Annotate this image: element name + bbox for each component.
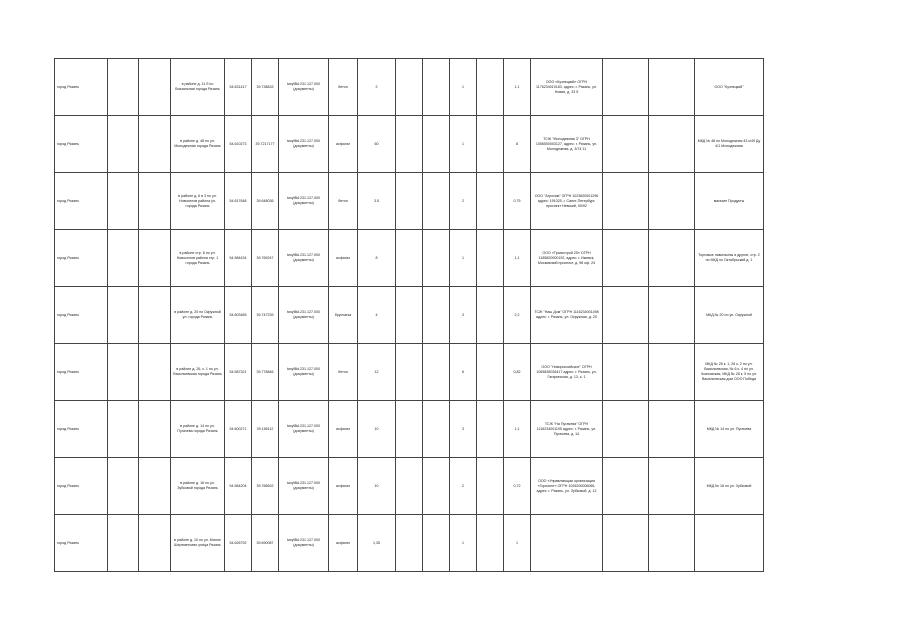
cell-col-16 <box>603 401 649 458</box>
cell-area: 3.5 <box>358 173 396 230</box>
cell-address: в районе д. 6 в 3 по ул. Новоселов района ул. города Рязань <box>171 173 225 230</box>
cell-col-2 <box>108 401 139 458</box>
cell-latitude: 54.600271 <box>225 401 252 458</box>
table-row <box>55 515 764 572</box>
cell-owner: ТСЖ "На Пугачева" ОГРН 1116234001195 адрес: г. Рязань, ул. Пугачева, д. 14 <box>531 401 603 458</box>
table-row <box>55 173 764 230</box>
cell-col-10 <box>396 344 423 401</box>
cell-containers: 6 <box>450 344 477 401</box>
cell-containers: 1 <box>450 59 477 116</box>
cell-containers: 2 <box>450 458 477 515</box>
cell-col-11 <box>423 401 450 458</box>
cell-volume: 0,75 <box>504 173 531 230</box>
cell-sources: МКД № 14 по ул. Пугачева <box>695 401 764 458</box>
cell-document-ref: twq/tBd.231.127.000 (документы) <box>279 344 329 401</box>
table-row <box>55 287 764 344</box>
table-body <box>55 59 764 572</box>
cell-col-11 <box>423 287 450 344</box>
cell-volume: 0,82 <box>504 344 531 401</box>
cell-col-17 <box>649 230 695 287</box>
cell-area: 12 <box>358 344 396 401</box>
cell-volume: 1,1 <box>504 401 531 458</box>
cell-col-10 <box>396 458 423 515</box>
cell-col-17 <box>649 344 695 401</box>
cell-col-11 <box>423 458 450 515</box>
cell-col-10 <box>396 287 423 344</box>
cell-district: город Рязань <box>55 458 108 515</box>
cell-volume: 1,1 <box>504 230 531 287</box>
cell-col-3 <box>139 287 171 344</box>
table-row <box>55 59 764 116</box>
cell-col-3 <box>139 515 171 572</box>
cell-col-16 <box>603 59 649 116</box>
cell-district: город Рязань <box>55 515 108 572</box>
cell-longitude: 39.766632 <box>252 458 279 515</box>
cell-col-11 <box>423 116 450 173</box>
cell-document-ref: twq/tBd.231.127.000 (документы) <box>279 287 329 344</box>
cell-col-13 <box>477 173 504 230</box>
cell-address: в районе д. 11 б по Вокзальная города Рязань <box>171 59 225 116</box>
cell-area: 10 <box>358 458 396 515</box>
cell-latitude: 54.626792 <box>225 515 252 572</box>
cell-col-17 <box>649 173 695 230</box>
cell-col-17 <box>649 59 695 116</box>
cell-address: в районе д. 10 по ул. Малое Шереметьево улица Рязань <box>171 515 225 572</box>
cell-col-16 <box>603 116 649 173</box>
cell-containers: 1 <box>450 515 477 572</box>
table-row <box>55 344 764 401</box>
cell-surface: брусчатка <box>329 287 358 344</box>
cell-surface: асфальт <box>329 515 358 572</box>
cell-longitude: 39.778846 <box>252 344 279 401</box>
cell-col-16 <box>603 458 649 515</box>
cell-col-16 <box>603 515 649 572</box>
cell-volume: 1 <box>504 515 531 572</box>
cell-sources: магазин Продукты <box>695 173 764 230</box>
cell-col-2 <box>108 173 139 230</box>
cell-area: 60 <box>358 116 396 173</box>
cell-document-ref: twq/tBd.231.127.000 (документы) <box>279 515 329 572</box>
cell-col-3 <box>139 344 171 401</box>
cell-col-13 <box>477 458 504 515</box>
cell-sources: МКД № 48 по Молодежная 43 к/49 Ду 4/1 Молодежная <box>695 116 764 173</box>
cell-surface: асфальт <box>329 458 358 515</box>
cell-district: город Рязань <box>55 287 108 344</box>
cell-latitude: 54.603465 <box>225 287 252 344</box>
cell-volume: 2,2 <box>504 287 531 344</box>
table-row <box>55 401 764 458</box>
cell-sources: МКД № 16 по ул. Зубковой <box>695 458 764 515</box>
cell-area: 4 <box>358 287 396 344</box>
cell-col-10 <box>396 515 423 572</box>
cell-surface: асфальт <box>329 401 358 458</box>
cell-surface: бетон <box>329 344 358 401</box>
cell-address: в районе д. 14 по ул. Пугачева города Рязань <box>171 401 225 458</box>
cell-district: город Рязань <box>55 230 108 287</box>
cell-district: город Рязань <box>55 173 108 230</box>
cell-containers: 3 <box>450 287 477 344</box>
cell-address: в районе стр. 8 по ул. Новоселов района стр. 1 города Рязань <box>171 230 225 287</box>
cell-area: 8 <box>358 230 396 287</box>
cell-col-2 <box>108 515 139 572</box>
cell-owner: ООО «Трансстрой 25» ОГРН 1185820000192, адрес: г. Ижевск, Московский проспект, д. 98 оф. 24 <box>531 230 603 287</box>
cell-col-17 <box>649 287 695 344</box>
cell-col-10 <box>396 173 423 230</box>
cell-volume: 1,1 <box>504 59 531 116</box>
cell-col-2 <box>108 230 139 287</box>
cell-latitude: 54.587321 <box>225 344 252 401</box>
cell-volume: 8 <box>504 116 531 173</box>
cell-owner: ООО "Агрохим" ОГРН 1023600001296 адрес: 191025, г. Санкт-Петербург, проспект Невский, 90/92 <box>531 173 603 230</box>
cell-col-3 <box>139 116 171 173</box>
cell-sources: Торговые павильоны и другие, стр. 2 по МКД по Октябрьский д. 1 <box>695 230 764 287</box>
cell-col-17 <box>649 458 695 515</box>
cell-sources: МКД № 20 по ул. Окружной <box>695 287 764 344</box>
cell-longitude: 39.738633 <box>252 59 279 116</box>
cell-col-2 <box>108 59 139 116</box>
cell-address: в районе д. 20 по Окружной ул. города Рязань <box>171 287 225 344</box>
cell-document-ref: twq/tBd.231.127.000 (документы) <box>279 59 329 116</box>
cell-col-11 <box>423 59 450 116</box>
cell-latitude: 54.584204 <box>225 458 252 515</box>
cell-address: в районе д. 16 по ул. Зубковой города Рязань <box>171 458 225 515</box>
cell-district: город Рязань <box>55 59 108 116</box>
cell-col-2 <box>108 344 139 401</box>
cell-col-13 <box>477 515 504 572</box>
cell-district: город Рязань <box>55 116 108 173</box>
cell-surface: бетон <box>329 59 358 116</box>
cell-latitude: 54.617648 <box>225 173 252 230</box>
cell-surface: асфальт <box>329 116 358 173</box>
cell-col-11 <box>423 230 450 287</box>
cell-sources: МКД № 26 к. 1, 26 к. 2 по ул. Васильевская, № 6 к. 4 по ул. Чкаловская, МКД № 28 к. 5 по ул. Васильевская дом ООО Победа <box>695 344 764 401</box>
cell-surface: асфальт <box>329 230 358 287</box>
cell-document-ref: twq/tBd.231.127.000 (документы) <box>279 230 329 287</box>
cell-latitude: 54.584434 <box>225 230 252 287</box>
cell-area: 2 <box>358 59 396 116</box>
cell-latitude: 54.610273 <box>225 116 252 173</box>
cell-col-2 <box>108 287 139 344</box>
cell-owner: ТСЖ "Наш Дом" ОГРН 1116234001498 адрес: г. Рязань, ул. Окружная, д. 20 <box>531 287 603 344</box>
cell-containers: 3 <box>450 401 477 458</box>
cell-longitude: 39.690087 <box>252 515 279 572</box>
cell-longitude: 39.648036 <box>252 173 279 230</box>
cell-owner: ООО «Кузнецкий» ОГРН 1176234010183, адрес: г. Рязань, ул. Новая, д. 33 б <box>531 59 603 116</box>
cell-col-3 <box>139 173 171 230</box>
cell-col-3 <box>139 230 171 287</box>
cell-col-11 <box>423 173 450 230</box>
cell-owner: ТСЖ "Молодежная 3" ОГРН 1056500003127, адрес: г. Рязань, ул. Молодежная, д. 3/74 11 <box>531 116 603 173</box>
cell-col-3 <box>139 458 171 515</box>
cell-owner <box>531 515 603 572</box>
cell-col-3 <box>139 401 171 458</box>
cell-district: город Рязань <box>55 401 108 458</box>
cell-containers: 1 <box>450 116 477 173</box>
cell-longitude: 39.747239 <box>252 287 279 344</box>
cell-document-ref: twq/tBd.231.127.000 (документы) <box>279 173 329 230</box>
cell-address: в районе д. 48 по ул. Молодежная города Рязань <box>171 116 225 173</box>
cell-col-16 <box>603 287 649 344</box>
cell-col-10 <box>396 230 423 287</box>
cell-longitude: 39.156112 <box>252 401 279 458</box>
cell-document-ref: twq/tBd.231.127.000 (документы) <box>279 458 329 515</box>
cell-col-13 <box>477 287 504 344</box>
cell-address: в районе д. 26, к. 1 по ул. Васильевская города Рязань <box>171 344 225 401</box>
cell-col-17 <box>649 116 695 173</box>
cell-col-17 <box>649 401 695 458</box>
registry-table <box>54 58 764 572</box>
cell-col-13 <box>477 116 504 173</box>
cell-owner: ООО «Управляющая организация «Горизонт» ОГРН 1026200006066, адрес: г. Рязань, ул. Зубковой, д. 12 <box>531 458 603 515</box>
cell-surface: бетон <box>329 173 358 230</box>
cell-document-ref: twq/tBd.231.127.000 (документы) <box>279 401 329 458</box>
cell-col-13 <box>477 344 504 401</box>
cell-col-10 <box>396 59 423 116</box>
table-row <box>55 458 764 515</box>
cell-containers: 2 <box>450 173 477 230</box>
cell-col-13 <box>477 401 504 458</box>
cell-col-2 <box>108 458 139 515</box>
cell-col-11 <box>423 515 450 572</box>
cell-col-16 <box>603 344 649 401</box>
cell-col-3 <box>139 59 171 116</box>
cell-col-10 <box>396 401 423 458</box>
cell-longitude: 39.7217177 <box>252 116 279 173</box>
table-row <box>55 116 764 173</box>
cell-col-13 <box>477 59 504 116</box>
cell-area: 1,35 <box>358 515 396 572</box>
cell-col-16 <box>603 173 649 230</box>
cell-volume: 0,72 <box>504 458 531 515</box>
cell-district: город Рязань <box>55 344 108 401</box>
cell-col-11 <box>423 344 450 401</box>
cell-col-16 <box>603 230 649 287</box>
cell-latitude: 54.631417 <box>225 59 252 116</box>
cell-containers: 1 <box>450 230 477 287</box>
cell-sources <box>695 515 764 572</box>
cell-col-10 <box>396 116 423 173</box>
cell-document-ref: twq/tBd.231.127.000 (документы) <box>279 116 329 173</box>
cell-sources: ООО "Кузнецкий" <box>695 59 764 116</box>
cell-col-17 <box>649 515 695 572</box>
cell-owner: ООО "Новороссийское" ОГРН 1065835026417 адрес: г. Рязань, ул. Гагаринская, д. 13, к. 1 <box>531 344 603 401</box>
cell-area: 10 <box>358 401 396 458</box>
cell-longitude: 39.769247 <box>252 230 279 287</box>
cell-col-13 <box>477 230 504 287</box>
table-row <box>55 230 764 287</box>
cell-col-2 <box>108 116 139 173</box>
